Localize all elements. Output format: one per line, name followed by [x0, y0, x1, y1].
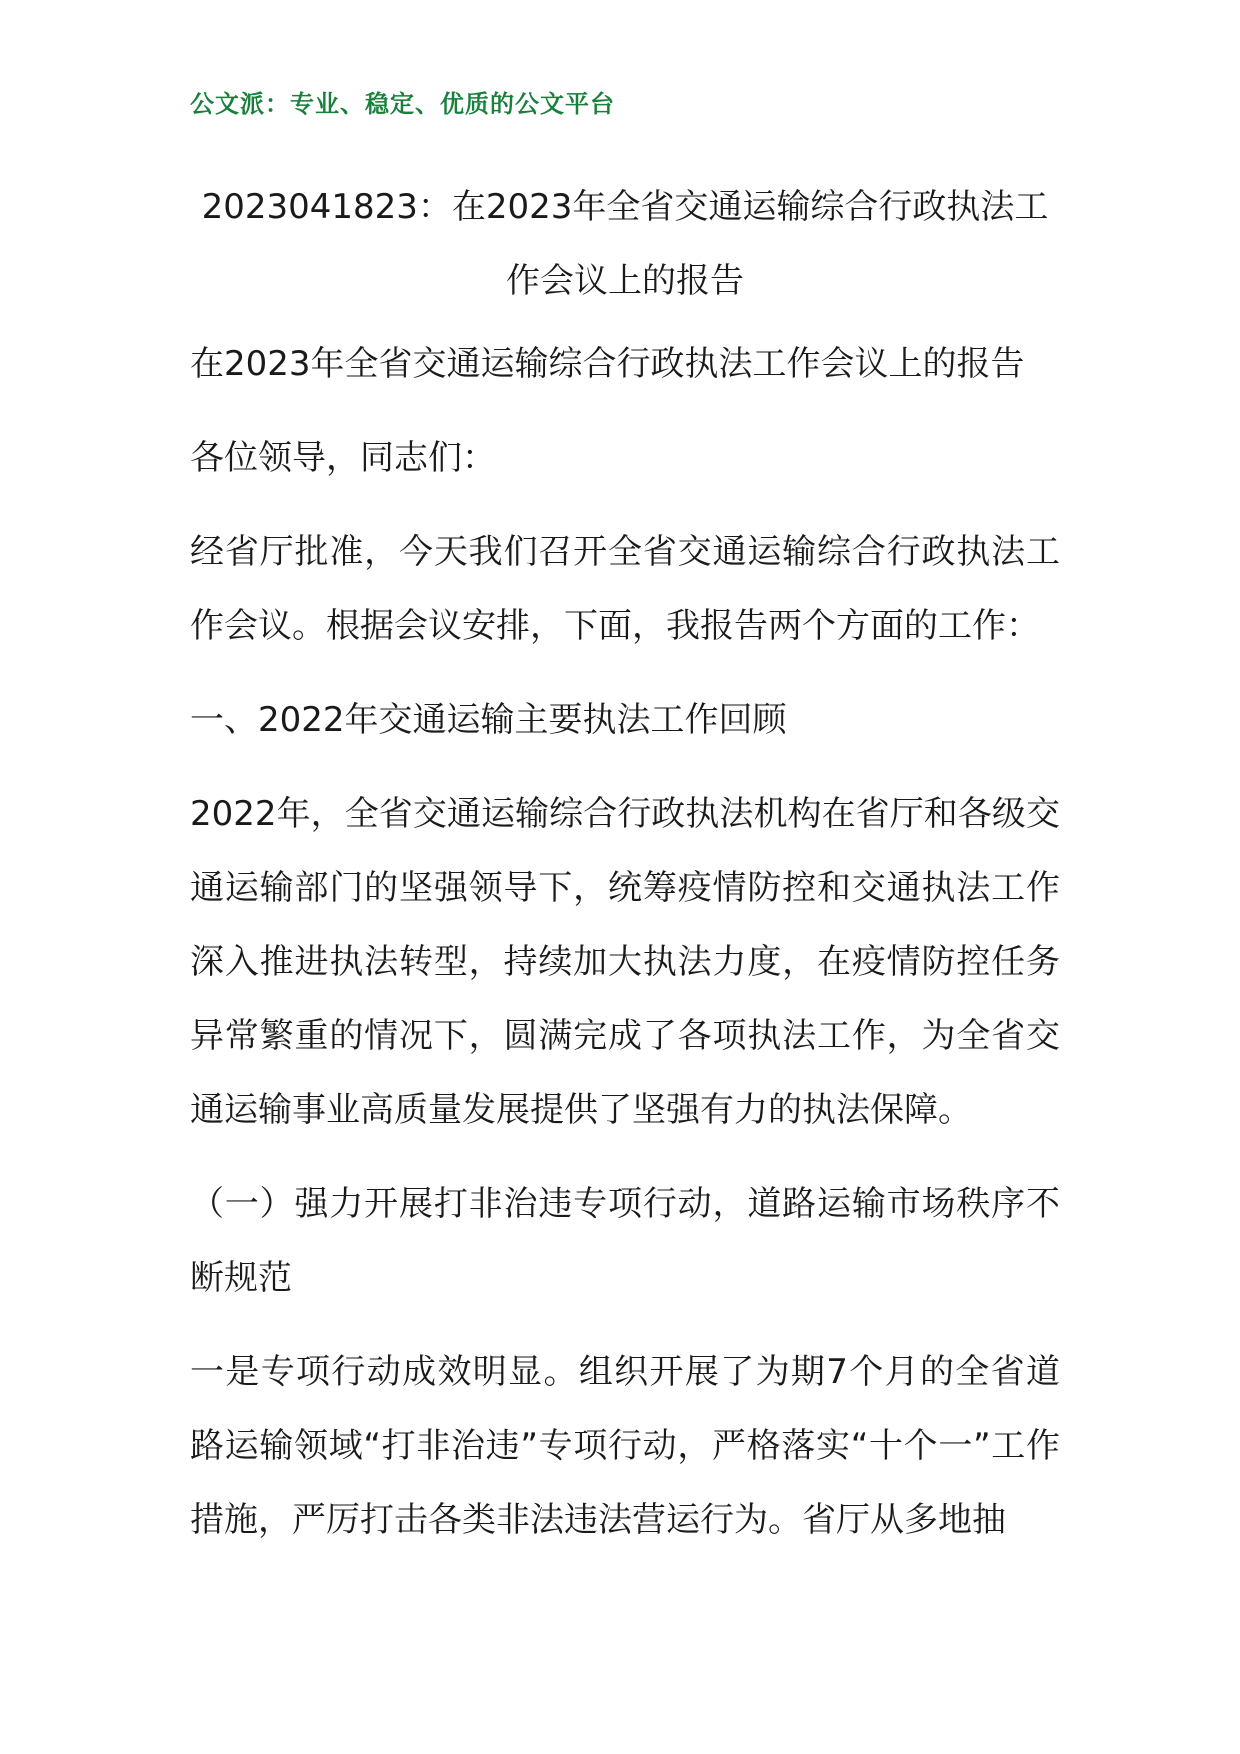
- subsection-heading: （一）强力开展打非治违专项行动，道路运输市场秩序不断规范: [190, 1184, 1060, 1298]
- intro-paragraph: 经省厅批准，今天我们召开全省交通运输综合行政执法工作会议。根据会议安排，下面，我报告两个方面的工作：: [190, 532, 1060, 646]
- document-title: 2023041823：在2023年全省交通运输综合行政执法工作会议上的报告: [201, 187, 1049, 301]
- body-paragraph: 一是专项行动成效明显。组织开展了为期7个月的全省道路运输领域“打非治违”专项行动，严格落实“十个一”工作措施，严厉打击各类非法违法营运行为。省厅从多地抽: [190, 1352, 1060, 1540]
- section-heading: 一、2022年交通运输主要执法工作回顾: [190, 700, 787, 740]
- platform-banner: 公文派：专业、稳定、优质的公文平台: [190, 90, 615, 118]
- review-paragraph: 2022年，全省交通运输综合行政执法机构在省厅和各级交通运输部门的坚强领导下，统筹疫情防控和交通执法工作深入推进执法转型，持续加大执法力度，在疫情防控任务异常繁重的情况下，圆满完成了各项执法工作，为全省交通运输事业高质量发展提供了坚强有力的执法保障。: [190, 794, 1060, 1130]
- salutation: 各位领导，同志们：: [190, 438, 496, 478]
- report-subtitle: 在2023年全省交通运输综合行政执法工作会议上的报告: [190, 344, 1025, 384]
